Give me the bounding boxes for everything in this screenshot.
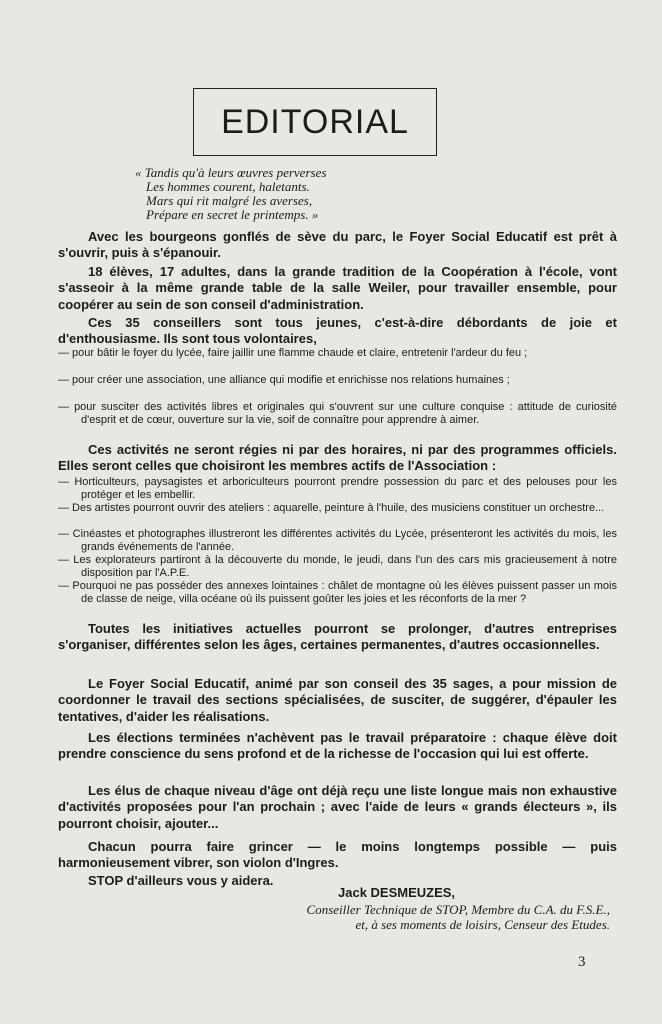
list-item: — Horticulteurs, paysagistes et arboriculteurs pourront prendre possession du parc et des pelouses pour les protéger et les embellir. [58, 476, 617, 501]
poem-line: Les hommes courent, haletants. [146, 179, 310, 194]
paragraph: Avec les bourgeons gonflés de sève du parc, le Foyer Social Educatif est prêt à s'ouvrir, puis à s'épanouir. [58, 229, 617, 261]
poem-line: Prépare en secret le printemps. » [146, 207, 319, 222]
signature-role-line: et, à ses moments de loisirs, Censeur des Etudes. [355, 917, 610, 932]
list-item: — Les explorateurs partiront à la découverte du monde, le jeudi, dans l'un des cars mis gracieusement à notre disposition par l'A.P.E. [58, 554, 617, 579]
paragraph: Ces 35 conseillers sont tous jeunes, c'est-à-dire débordants de joie et d'enthousiasme. Ils sont tous volontaires, [58, 315, 617, 347]
page-number: 3 [578, 954, 586, 970]
editorial-title-box [193, 88, 437, 156]
page-title: EDITORIAL [221, 102, 409, 141]
paragraph: Le Foyer Social Educatif, animé par son conseil des 35 sages, a pour mission de coordonner le travail des sections spécialisées, de susciter, de suggérer, d'épauler les tentatives, d'aider les réalisations. [58, 676, 617, 724]
paragraph: STOP d'ailleurs vous y aidera. [88, 873, 274, 888]
poem-line: « Tandis qu'à leurs œuvres perverses [135, 165, 327, 180]
list-item: — pour susciter des activités libres et originales qui s'ouvrent sur une culture conquise : attitude de curiosité d'esprit et de cœur, ouverture sur la vie, soif de connaître pour apprendre à aimer. [58, 401, 617, 426]
signature-role [150, 902, 610, 932]
list-item: — pour créer une association, une alliance qui modifie et enrichisse nos relations humaines ; [58, 374, 510, 386]
signature-role-line: Conseiller Technique de STOP, Membre du C.A. du F.S.E., [306, 902, 610, 917]
paragraph: Chacun pourra faire grincer — le moins longtemps possible — puis harmonieusement vibrer, son violon d'Ingres. [58, 839, 617, 871]
poem-line: Mars qui rit malgré les averses, [146, 193, 313, 208]
paragraph: Ces activités ne seront régies ni par des horaires, ni par des programmes officiels. Elles seront celles que choisiront les membres actifs de l'Association : [58, 442, 617, 474]
paragraph: Les élus de chaque niveau d'âge ont déjà reçu une liste longue mais non exhaustive d'activités proposées pour l'an prochain ; avec l'aide de leurs « grands électeurs », ils pourront choisir, ajouter... [58, 783, 617, 831]
paragraph: 18 élèves, 17 adultes, dans la grande tradition de la Coopération à l'école, vont s'asseoir à la même grande table de la salle Weiler, pour travailler ensemble, pour coopérer au sein de son conseil d'administration. [58, 264, 617, 312]
signature-name: Jack DESMEUZES, [338, 885, 456, 900]
epigraph-poem [135, 166, 495, 222]
list-item: — Cinéastes et photographes illustreront les différentes activités du Lycée, présenteront les activités du mois, les grands événements de l'année. [58, 528, 617, 553]
list-item: — Pourquoi ne pas posséder des annexes lointaines : châlet de montagne où les élèves puissent passer un mois de classe de neige, villa océane où ils puissent goûter les joies et les réconforts de la mer ? [58, 580, 617, 605]
list-item: — pour bâtir le foyer du lycée, faire jaillir une flamme chaude et claire, entretenir l'ardeur du feu ; [58, 347, 528, 359]
list-item: — Des artistes pourront ouvrir des ateliers : aquarelle, peinture à l'huile, des musiciens constituer un orchestre... [58, 502, 605, 514]
paragraph: Toutes les initiatives actuelles pourront se prolonger, d'autres entreprises s'organiser, différentes selon les âges, certaines permanentes, d'autres occasionnelles. [58, 621, 617, 653]
paragraph: Les élections terminées n'achèvent pas le travail préparatoire : chaque élève doit prendre conscience du sens profond et de la richesse de l'occasion qui lui est offerte. [58, 730, 617, 762]
